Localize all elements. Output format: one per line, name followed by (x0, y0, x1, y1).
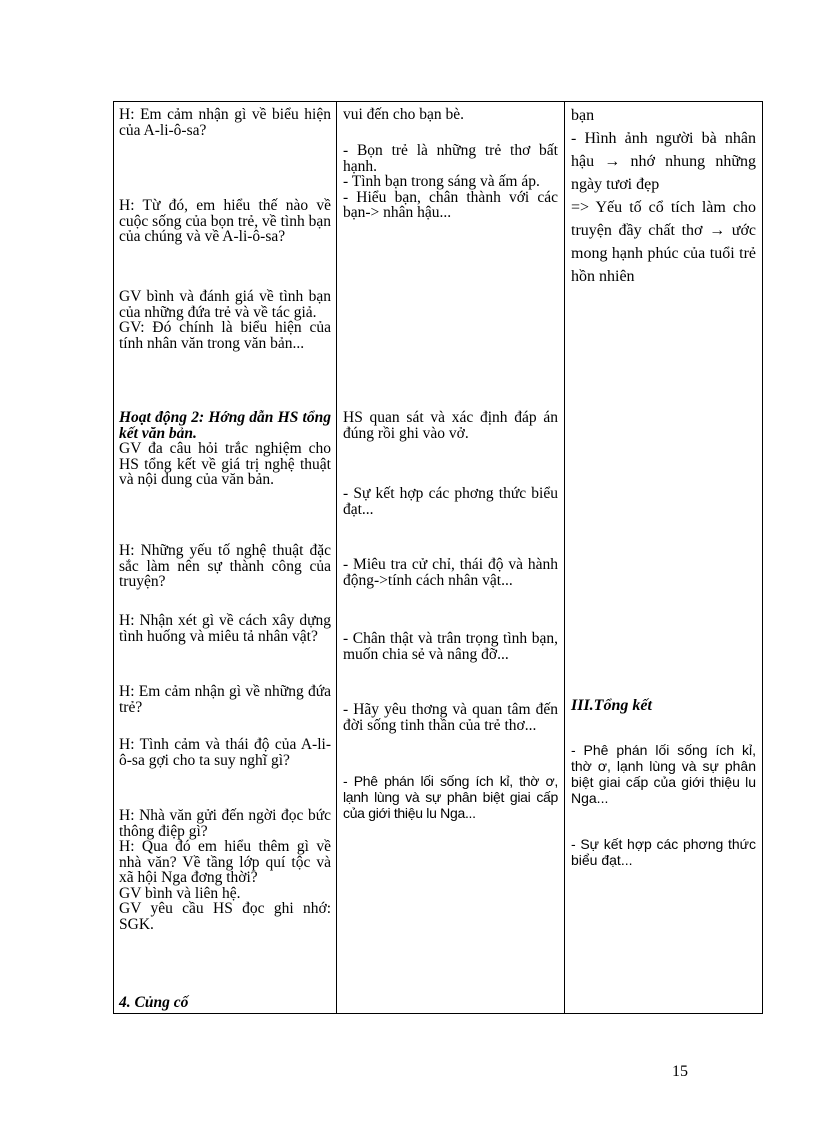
summary-criticize: - Phê phán lối sống ích kỉ, thờ ơ, lạnh lùng và sự phân biệt giai cấp của giới thiệu lu Nga... (571, 742, 756, 806)
teacher-comment-friendship: GV bình và đánh giá về tình bạn của những đứa trẻ và về tác giả. GV: Đó chính là biểu hiện của tính nhân văn trong văn bản... (119, 288, 331, 352)
answer-love-children: - Hãy yêu thơng và quan tâm đến đời sống tinh thần của trẻ thơ... (343, 701, 558, 734)
answer-fun-for-friends: vui đến cho bạn bè. (343, 106, 464, 123)
answer-children-unfortunate: - Bọn trẻ là những trẻ thơ bất hạnh. - Tình bạn trong sáng và ấm áp. - Hiểu bạn, chân thành với các bạn-> nhân hậu... (343, 142, 558, 221)
answer-sincere: - Chân thật và trân trọng tình bạn, muốn chia sẻ và nâng đỡ... (343, 630, 558, 663)
teacher-activity-column (114, 102, 337, 1013)
activity-2-block (119, 410, 331, 488)
content-column (565, 102, 762, 1013)
question-situation: H: Nhận xét gì về cách xây dựng tình huống và miêu tả nhân vật? (119, 612, 331, 645)
question-children-feeling: H: Em cảm nhận gì về những đứa trẻ? (119, 683, 331, 716)
activity-2-description: GV đa câu hỏi trắc nghiệm cho HS tổng kết về giá trị nghệ thuật và nội dung của văn bản. (119, 440, 331, 488)
question-art-elements: H: Những yếu tố nghệ thuật đặc sắc làm nên sự thành công của truyện? (119, 542, 331, 590)
summary-combination: - Sự kết hợp các phơng thức biểu đạt... (571, 836, 756, 868)
content-grandmother: bạn - Hình ảnh người bà nhân hậu → nhớ nhung những ngày tươi đẹp => Yếu tố cổ tích làm cho truyện đầy chất thơ → ước mong hạnh phúc của tuổi trẻ hồn nhiên (571, 107, 756, 285)
page-number: 15 (672, 1063, 688, 1080)
lesson-table (113, 101, 763, 1014)
student-activity-column (337, 102, 565, 1013)
activity-2-heading: Hoạt động 2: Hớng dẫn HS tổng kết văn bản. (119, 409, 331, 442)
answer-describe: - Miêu tra cử chỉ, thái độ và hành động->tính cách nhân vật... (343, 556, 558, 589)
section-4-heading: 4. Củng cố (119, 994, 189, 1011)
answer-observe: HS quan sát và xác định đáp án đúng rồi ghi vào vở. (343, 409, 558, 442)
question-children-life: H: Từ đó, em hiểu thế nào về cuộc sống của bọn trẻ, về tình bạn của chúng và về A-li-ô-sa? (119, 197, 331, 245)
answer-combination: - Sự kết hợp các phơng thức biểu đạt... (343, 485, 558, 518)
question-alyosha-attitude: H: Tình cảm và thái độ của A-li-ô-sa gợi cho ta suy nghĩ gì? (119, 736, 331, 769)
question-message: H: Nhà văn gửi đến ngời đọc bức thông điệp gì? H: Qua đó em hiểu thêm gì về nhà văn? Về tầng lớp quí tộc và xã hội Nga đơng thời? GV bình và liên hệ. GV yêu cầu HS đọc ghi nhớ: SGK. (119, 807, 331, 933)
summary-heading: III.Tổng kết (571, 697, 652, 714)
answer-criticize: - Phê phán lối sống ích kỉ, thờ ơ, lạnh lùng và sự phân biệt giai cấp của giới thiệu lu Nga... (343, 773, 558, 821)
question-alyosha-expression: H: Em cảm nhận gì về biểu hiện của A-li-ô-sa? (119, 106, 331, 139)
